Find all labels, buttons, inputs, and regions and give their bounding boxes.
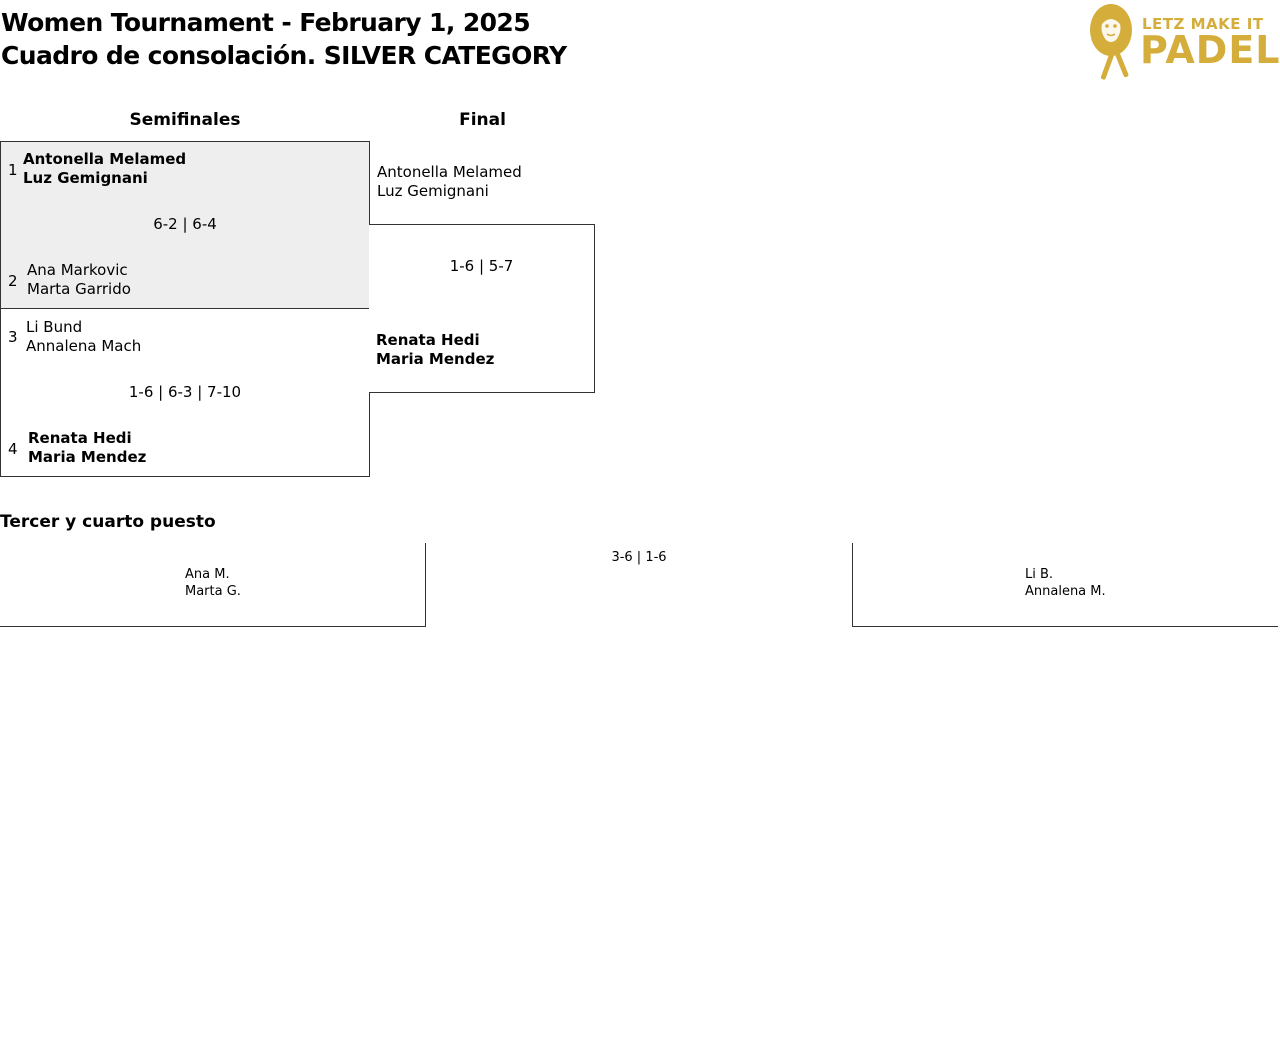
team-entry bbox=[28, 429, 146, 467]
page-title: Women Tournament - February 1, 2025 bbox=[1, 8, 531, 37]
player-name: Luz Gemignani bbox=[377, 182, 489, 200]
match-score: 1-6 | 5-7 bbox=[449, 257, 514, 275]
semifinal-match-2 bbox=[0, 308, 370, 477]
semifinals-heading: Semifinales bbox=[129, 110, 241, 130]
player-name: Marta Garrido bbox=[27, 280, 131, 298]
player-name: Ana M. bbox=[185, 567, 230, 582]
team-entry bbox=[23, 150, 186, 188]
seed-number: 4 bbox=[8, 440, 18, 458]
final-team-top bbox=[377, 163, 522, 201]
player-name: Ana Markovic bbox=[27, 261, 128, 279]
third-place-team-left bbox=[0, 543, 426, 627]
player-name: Maria Mendez bbox=[28, 448, 147, 466]
third-place-team-right bbox=[852, 543, 1278, 627]
player-name: Maria Mendez bbox=[376, 350, 495, 368]
seed-number: 1 bbox=[8, 161, 18, 179]
final-heading: Final bbox=[459, 110, 506, 130]
team-entry bbox=[185, 566, 241, 600]
page-subtitle: Cuadro de consolación. SILVER CATEGORY bbox=[1, 41, 567, 70]
seed-number: 2 bbox=[8, 272, 18, 290]
match-score: 6-2 | 6-4 bbox=[153, 215, 217, 233]
third-place-heading: Tercer y cuarto puesto bbox=[0, 512, 216, 532]
team-entry bbox=[26, 318, 141, 356]
final-match bbox=[369, 224, 595, 393]
final-team-bottom bbox=[376, 331, 494, 369]
player-name: Renata Hedi bbox=[376, 331, 480, 349]
player-name: Li Bund bbox=[26, 318, 83, 336]
player-name: Marta G. bbox=[185, 584, 241, 599]
brand-logo bbox=[1088, 2, 1278, 82]
player-name: Antonella Melamed bbox=[377, 163, 522, 181]
player-name: Li B. bbox=[1025, 567, 1054, 582]
third-place-score: 3-6 | 1-6 bbox=[611, 550, 667, 565]
seed-number: 3 bbox=[8, 328, 18, 346]
logo-tagline: LETZ MAKE IT bbox=[1142, 15, 1264, 33]
logo-wordmark: PADEL bbox=[1140, 28, 1280, 72]
player-name: Antonella Melamed bbox=[23, 150, 187, 168]
team-entry bbox=[27, 261, 131, 299]
player-name: Renata Hedi bbox=[28, 429, 132, 447]
player-name: Luz Gemignani bbox=[23, 169, 148, 187]
player-name: Annalena Mach bbox=[26, 337, 142, 355]
match-score: 1-6 | 6-3 | 7-10 bbox=[128, 383, 242, 401]
team-entry bbox=[1025, 566, 1106, 600]
player-name: Annalena M. bbox=[1025, 584, 1106, 599]
semifinal-match-1 bbox=[0, 141, 370, 309]
lion-padel-racket-icon bbox=[1088, 2, 1138, 82]
